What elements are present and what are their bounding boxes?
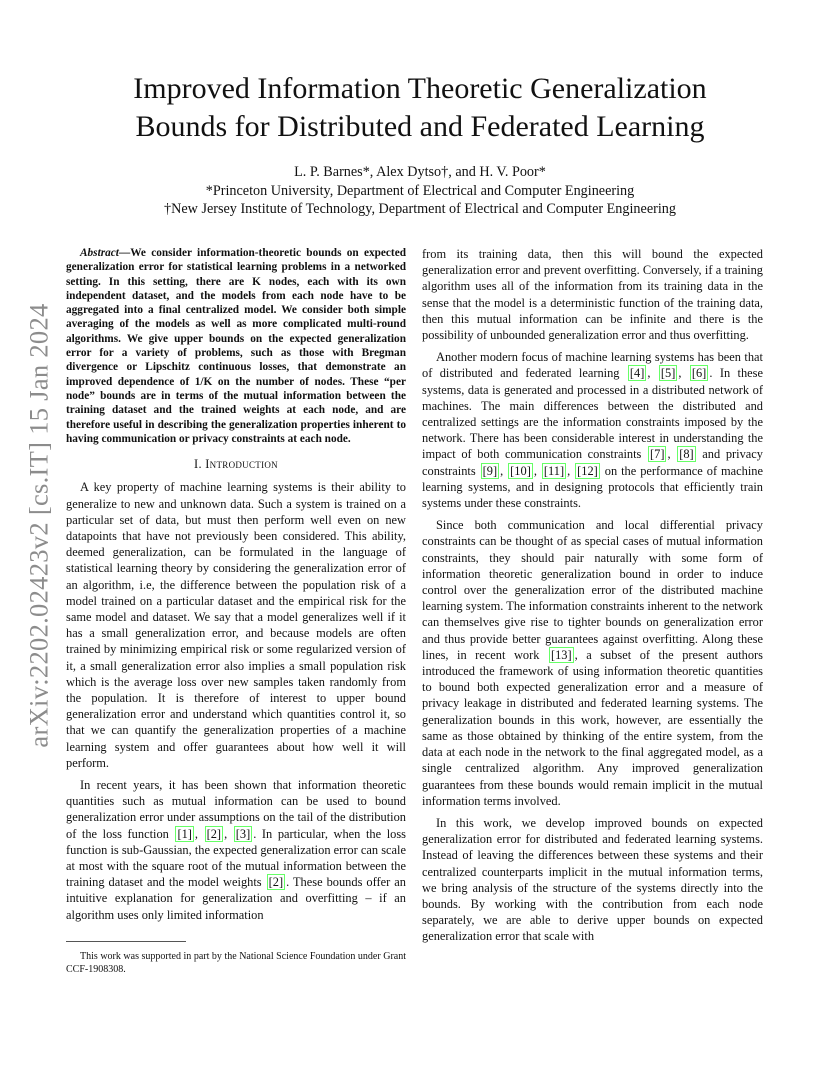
citation-link[interactable]: [2] (206, 826, 222, 841)
citation-link[interactable]: [13] (550, 647, 572, 662)
citation-link[interactable]: [8] (679, 447, 694, 462)
citation-link[interactable]: [6] (691, 366, 707, 381)
citation-link[interactable]: [11] (543, 463, 565, 478)
footnote-divider (66, 941, 186, 942)
affiliation-princeton: *Princeton University, Department of Electrical and Computer Engineering (205, 183, 635, 199)
intro-paragraph-6: In this work, we develop improved bounds on expected generalization error for distributed and federated learning systems. Instead of leaving the differences between these systems and their centralized counterparts implicit in the mutual information terms, we bring analysis of the structure of the systems directly into the bounds. By working with the contribution from each node separately, we are able to derive upper bounds on expected generalization error that scale with (422, 815, 763, 944)
citation-link[interactable]: [1] (177, 826, 192, 841)
intro-paragraph-1: A key property of machine learning systems is their ability to generalize to new and unknown data. Such a system is trained on a particular set of data, but must then perform well even on new datapoints that have not previously been considered. This ability, deemed generalization, can be formulated in the language of statistical learning theory by considering the generalization error of an algorithm, i.e, the difference between the population risk of a model trained on a particular dataset and the empirical risk for the same model and dataset. We say that a model generalizes well if it has a small generalization error, and because models are often trained by minimizing empirical risk or some regularized version of it, a small generalization error also implies a small population risk which is the average loss over new samples taken randomly from the population. It is therefore of interest to upper bound generalization error and understand which quantities control it, so that we can quantify the generalization properties of a machine learning system and offer guarantees about how well it will perform. (66, 480, 406, 770)
author-list: L. P. Barnes*, Alex Dytso†, and H. V. Poor* (294, 164, 546, 180)
citation-link[interactable]: [5] (660, 366, 676, 381)
section-heading-introduction (66, 456, 406, 472)
citation-link[interactable]: [4] (629, 366, 645, 381)
intro-paragraph-3: from its training data, then this will bound the expected generalization error and prevent overfitting. Conversely, if a training algorithm uses all of the information from its training data in the sense that the model is a deterministic function of the training data, then this mutual information can be infinite and there is the possibility of unbounded generalization error and thus overfitting. (422, 247, 763, 343)
title-line-1: Improved Information Theoretic Generalization (133, 72, 707, 105)
citation-link[interactable]: [7] (650, 447, 665, 462)
arxiv-sidebar-stamp (22, 290, 56, 760)
citation-link[interactable]: [12] (577, 463, 598, 478)
citation-link[interactable]: [9] (482, 463, 498, 478)
arxiv-identifier: arXiv:2202.02423v2 [cs.IT] 15 Jan 2024 (23, 302, 54, 748)
title-line-2: Bounds for Distributed and Federated Learning (135, 110, 705, 143)
right-column (422, 246, 763, 951)
section-title: Introduction (205, 457, 278, 472)
paper-title (60, 70, 780, 146)
funding-footnote: This work was supported in part by the National Science Foundation under Grant CCF-1908308. (66, 951, 406, 975)
abstract (66, 246, 406, 446)
abstract-text: —We consider information-theoretic bounds on expected generalization error for statistical learning problems in a networked setting. In this setting, there are K nodes, each with its own independent dataset, and the models from each node have to be aggregated into a final centralized model. We consider both simple averaging of the models as well as more complicated multi-round algorithms. We give upper bounds on the expected generalization error for a variety of problems, such as those with Bregman divergence or Lipschitz continuous losses, that demonstrate an improved dependence of 1/K on the number of nodes. These “per node” bounds are in terms of the mutual information between the training dataset and the trained weights at each node, and are therefore useful in describing the generalization properties inherent to having communication or privacy constraints at each node. (66, 247, 406, 445)
citation-link[interactable]: [2] (268, 875, 284, 890)
citation-link[interactable]: [3] (235, 826, 251, 841)
intro-paragraph-2: In recent years, it has been shown that information theoretic quantities such as mutual information can be used to bound generalization error under assumptions on the tail of the distribution of the loss function [1] , [2] , [3] . In particular, when the loss function is sub-Gaussian, the expected generalization error can scale at most with the square root of the mutual information between the training dataset and the model weights [2] . These bounds offer an intuitive explanation for generalization and overfitting – if an algorithm uses only limited information (66, 778, 406, 922)
affiliation-njit: †New Jersey Institute of Technology, Department of Electrical and Computer Engineering (164, 201, 676, 217)
intro-paragraph-5: Since both communication and local differential privacy constraints can be thought of as special cases of mutual information constraints, they should pair naturally with some form of information theoretic generalization bound in order to induce control over the generalization error of the distributed machine learning system. The information constraints inherent to the network can themselves give rise to tighter bounds on generalization error and thus provide better guarantees against overfitting. Along these lines, in recent work [13] , a subset of the present authors introduced the framework of using information theoretic quantities to bound both expected generalization error and a measure of privacy leakage in distributed and federated learning systems. The generalization bounds in this work, however, are essentially the same as those obtained by thinking of the entire system, from the data at each node in the network to the final aggregated model, as a single centralized algorithm. Any improved generalization guarantees from these bounds would remain implicit in the mutual information terms involved. (422, 518, 763, 808)
section-number: I. (194, 457, 202, 472)
left-column (66, 246, 406, 929)
abstract-label: Abstract (80, 247, 119, 259)
intro-paragraph-4: Another modern focus of machine learning systems has been that of distributed and federated learning [4] , [5] , [6] . In these systems, data is generated and processed in a distributed network of machines. The main differences between the distributed and centralized settings are the information constraints imposed by the network. There has been considerable interest in understanding the impact of both communication constraints [7] , [8] and privacy constraints [9] , [10] , [11] , [12] on the performance of machine learning systems, and in designing protocols that efficiently train systems under these constraints. (422, 350, 764, 511)
citation-link[interactable]: [10] (510, 463, 531, 478)
